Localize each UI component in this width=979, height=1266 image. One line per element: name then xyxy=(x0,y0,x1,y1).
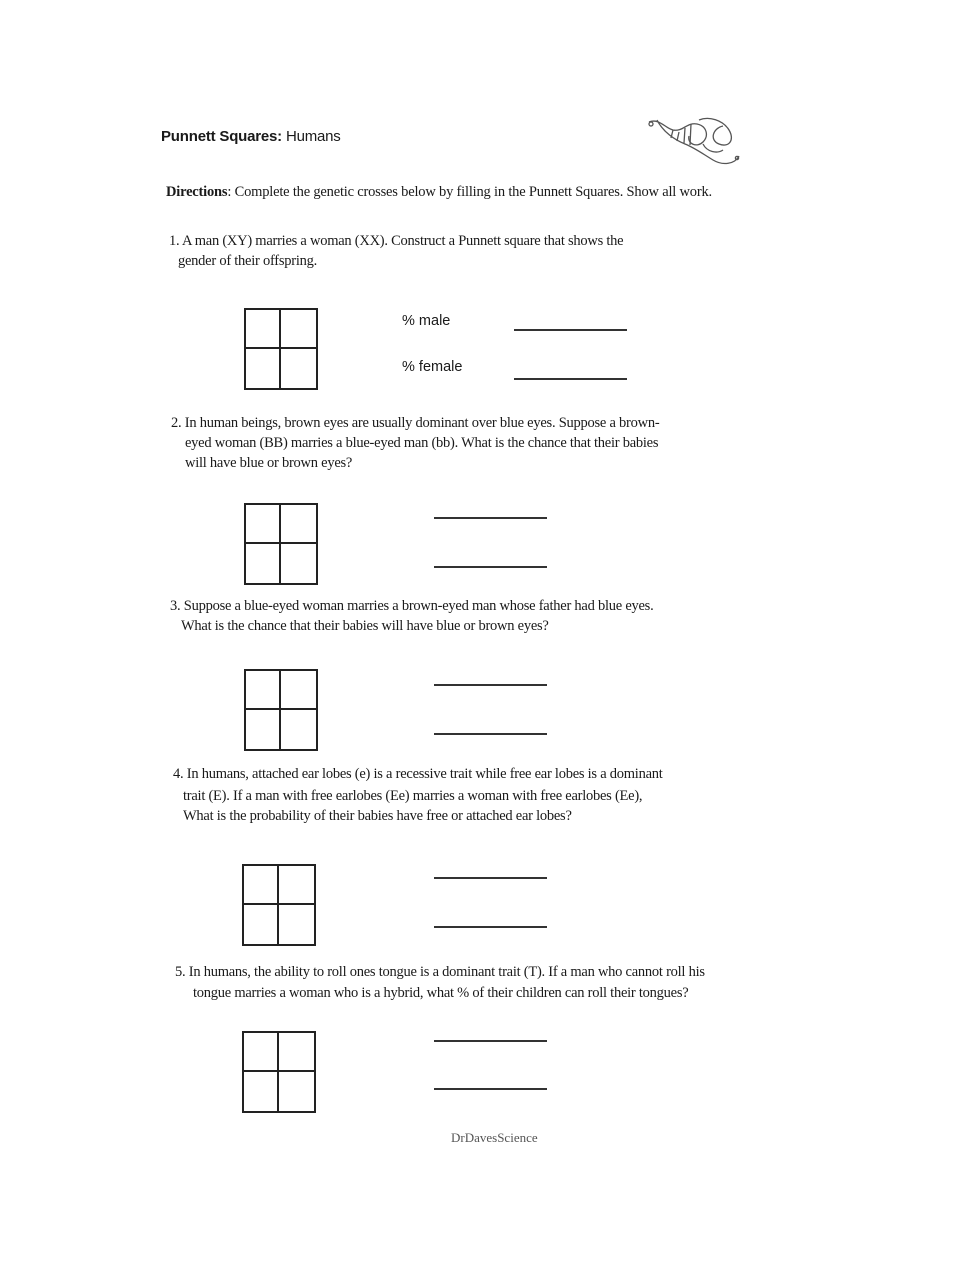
question-5-line-2: tongue marries a woman who is a hybrid, what % of their children can roll their tongues? xyxy=(193,985,689,1001)
question-4-line-1: 4. In humans, attached ear lobes (e) is a recessive trait while free ear lobes is a dominant xyxy=(173,766,663,782)
punnett-cell[interactable] xyxy=(281,505,316,544)
question-5-line-1: 5. In humans, the ability to roll ones tongue is a dominant trait (T). If a man who cannot roll his xyxy=(175,964,705,980)
punnett-cell[interactable] xyxy=(246,349,281,388)
question-4-line-2: trait (E). If a man with free earlobes (Ee) marries a woman with free earlobes (Ee), xyxy=(183,788,643,804)
punnett-cell[interactable] xyxy=(281,310,316,349)
question-2-line-3: will have blue or brown eyes? xyxy=(185,455,353,471)
answer-blank-3b[interactable] xyxy=(434,733,547,735)
punnett-cell[interactable] xyxy=(244,866,279,905)
question-3-line-1: 3. Suppose a blue-eyed woman marries a brown-eyed man whose father had blue eyes. xyxy=(170,598,654,614)
punnett-cell[interactable] xyxy=(279,1072,314,1111)
directions xyxy=(166,184,712,201)
answer-blank-3a[interactable] xyxy=(434,684,547,686)
punnett-cell[interactable] xyxy=(244,1072,279,1111)
punnett-square-5[interactable] xyxy=(242,1031,316,1113)
dna-strand-icon xyxy=(643,114,743,177)
title-rest: Humans xyxy=(285,128,341,145)
punnett-cell[interactable] xyxy=(244,1033,279,1072)
punnett-cell[interactable] xyxy=(246,710,281,749)
punnett-cell[interactable] xyxy=(246,671,281,710)
answer-blank-4b[interactable] xyxy=(434,926,547,928)
question-4-line-3: What is the probability of their babies have free or attached ear lobes? xyxy=(183,808,572,824)
punnett-cell[interactable] xyxy=(246,310,281,349)
question-1-line-1: 1. A man (XY) marries a woman (XX). Construct a Punnett square that shows the xyxy=(169,233,624,249)
question-1-line-2: gender of their offspring. xyxy=(178,253,317,269)
punnett-cell[interactable] xyxy=(281,349,316,388)
answer-blank-2b[interactable] xyxy=(434,566,547,568)
footer-credit: DrDavesScience xyxy=(451,1130,538,1145)
answer-blank-5a[interactable] xyxy=(434,1040,547,1042)
page-title xyxy=(161,128,341,145)
punnett-square-3[interactable] xyxy=(244,669,318,751)
answer-blank-2a[interactable] xyxy=(434,517,547,519)
punnett-cell[interactable] xyxy=(279,866,314,905)
punnett-square-2[interactable] xyxy=(244,503,318,585)
punnett-cell[interactable] xyxy=(246,505,281,544)
percent-female-blank[interactable] xyxy=(514,378,627,380)
percent-male-blank[interactable] xyxy=(514,329,627,331)
percent-female-label: % female xyxy=(402,359,463,375)
question-2-line-1: 2. In human beings, brown eyes are usually dominant over blue eyes. Suppose a brown- xyxy=(171,415,660,431)
punnett-cell[interactable] xyxy=(246,544,281,583)
punnett-cell[interactable] xyxy=(281,671,316,710)
directions-label: Directions xyxy=(166,184,228,200)
punnett-cell[interactable] xyxy=(281,544,316,583)
punnett-cell[interactable] xyxy=(281,710,316,749)
punnett-cell[interactable] xyxy=(279,1033,314,1072)
directions-text: : Complete the genetic crosses below by filling in the Punnett Squares. Show all work. xyxy=(227,184,712,200)
answer-blank-5b[interactable] xyxy=(434,1088,547,1090)
punnett-cell[interactable] xyxy=(244,905,279,944)
answer-blank-4a[interactable] xyxy=(434,877,547,879)
title-bold: Punnett Squares: xyxy=(161,128,282,145)
punnett-cell[interactable] xyxy=(279,905,314,944)
question-3-line-2: What is the chance that their babies will have blue or brown eyes? xyxy=(181,618,549,634)
question-2-line-2: eyed woman (BB) marries a blue-eyed man (bb). What is the chance that their babies xyxy=(185,435,659,451)
percent-male-label: % male xyxy=(402,313,451,329)
punnett-square-1[interactable] xyxy=(244,308,318,390)
punnett-square-4[interactable] xyxy=(242,864,316,946)
